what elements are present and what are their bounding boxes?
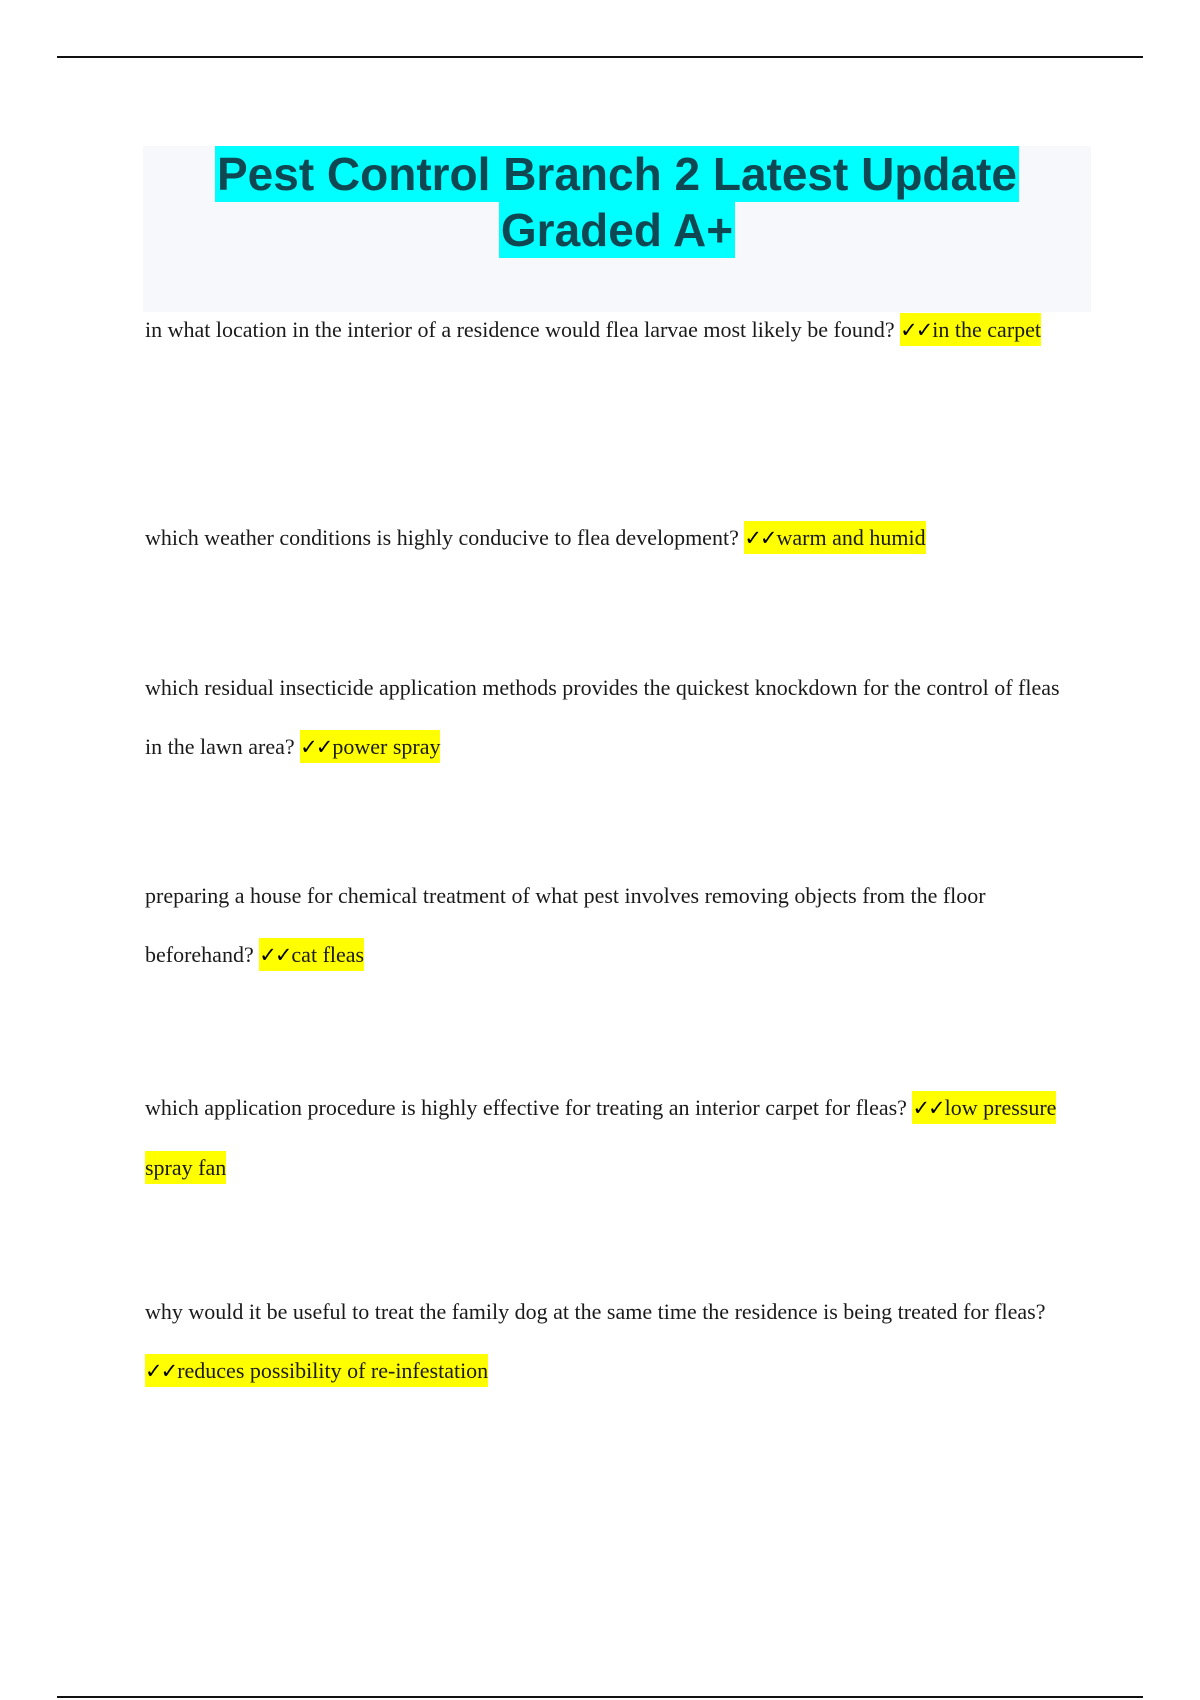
answer-highlight	[900, 313, 1041, 346]
title-panel	[143, 146, 1091, 312]
double-check-icon: ✓✓	[145, 1359, 177, 1383]
question-text: which weather conditions is highly conducive to flea development?	[145, 525, 739, 550]
answer-text: low pressure spray fan	[145, 1095, 1057, 1180]
question-text: which residual insecticide application methods provides the quickest knockdown for the control of fleas in the lawn area?	[145, 675, 1060, 759]
answer-text: in the carpet	[932, 317, 1042, 342]
qa-item	[145, 300, 1075, 360]
answer-highlight	[259, 938, 364, 971]
answer-highlight	[145, 1354, 488, 1387]
qa-item	[145, 1282, 1075, 1401]
top-rule	[57, 56, 1143, 58]
double-check-icon: ✓✓	[744, 526, 776, 550]
double-check-icon: ✓✓	[900, 318, 932, 342]
qa-item	[145, 866, 1075, 985]
document-title	[143, 146, 1091, 258]
qa-item	[145, 1078, 1075, 1197]
answer-highlight	[744, 521, 925, 554]
question-text: preparing a house for chemical treatment of what pest involves removing objects from the floor beforehand?	[145, 883, 986, 967]
question-text: which application procedure is highly effective for treating an interior carpet for fleas?	[145, 1095, 907, 1120]
answer-text: power spray	[332, 734, 441, 759]
double-check-icon: ✓✓	[259, 943, 291, 967]
qa-item	[145, 658, 1075, 777]
answer-text: cat fleas	[291, 942, 365, 967]
title-line-1: Pest Control Branch 2 Latest Update	[216, 148, 1018, 200]
bottom-rule	[57, 1696, 1143, 1698]
double-check-icon: ✓✓	[300, 735, 332, 759]
answer-text: warm and humid	[776, 525, 926, 550]
answer-highlight	[300, 730, 440, 763]
qa-item	[145, 508, 1075, 568]
title-line-2: Graded A+	[500, 204, 734, 256]
question-text: why would it be useful to treat the family dog at the same time the residence is being treated for fleas?	[145, 1299, 1046, 1324]
double-check-icon: ✓✓	[912, 1096, 944, 1120]
question-text: in what location in the interior of a residence would flea larvae most likely be found?	[145, 317, 895, 342]
answer-text: reduces possibility of re-infestation	[177, 1358, 489, 1383]
